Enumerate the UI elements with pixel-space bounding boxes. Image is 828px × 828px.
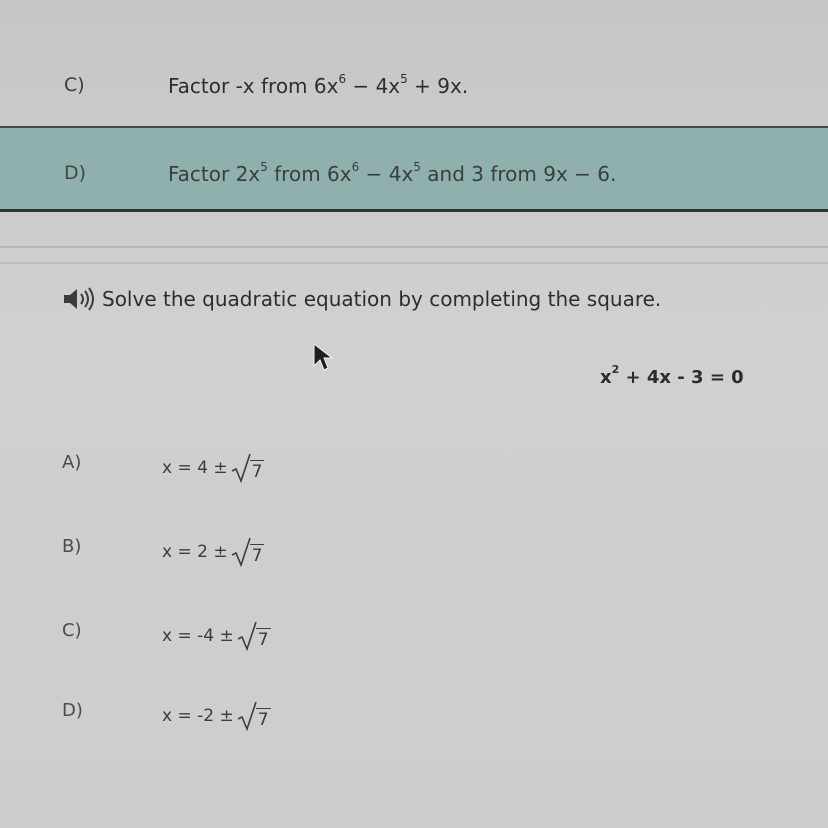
radical-sign-icon [237,621,257,651]
answer-letter: A) [62,452,82,473]
square-root: 7 [237,621,271,651]
section-divider [0,262,828,264]
answer-expression: x = -2 ± 7 [162,696,271,736]
arrow-cursor-icon [312,342,334,372]
answer-expression: x = 4 ± 7 [162,448,264,488]
answer-option-c[interactable] [56,616,756,660]
answer-expression: x = 2 ± 7 [162,532,264,572]
answer-letter: B) [62,536,82,557]
option-letter: C) [64,74,85,96]
answer-expression: x = -4 ± 7 [162,616,271,656]
square-root: 7 [231,537,265,567]
radical-sign-icon [231,453,251,483]
radical-sign-icon [237,701,257,731]
previous-option-d-selected[interactable] [0,126,828,212]
radical-sign-icon [231,537,251,567]
answer-letter: D) [62,700,83,721]
section-divider [0,246,828,248]
option-letter: D) [64,162,87,184]
answer-option-b[interactable] [56,532,756,576]
question-prompt [62,286,661,312]
option-text: Factor $2x^5$ from $6x^6 - 4x^5$ and 3 from 9x − 6. [168,160,617,186]
equation: $x^2 + 4x - 3 = 0$ [600,363,744,388]
answer-letter: C) [62,620,82,641]
answer-option-d[interactable] [56,696,756,740]
square-root: 7 [231,453,265,483]
previous-option-b[interactable] [0,0,828,28]
square-root: 7 [237,701,271,731]
option-text: Factor -x from $6x^6 - 4x^5 + 9x$. [168,72,469,98]
answer-option-a[interactable] [56,448,756,492]
previous-option-c[interactable] [0,56,828,126]
prompt-text: Solve the quadratic equation by completing the square. [102,287,662,311]
speaker-icon[interactable] [62,286,96,312]
